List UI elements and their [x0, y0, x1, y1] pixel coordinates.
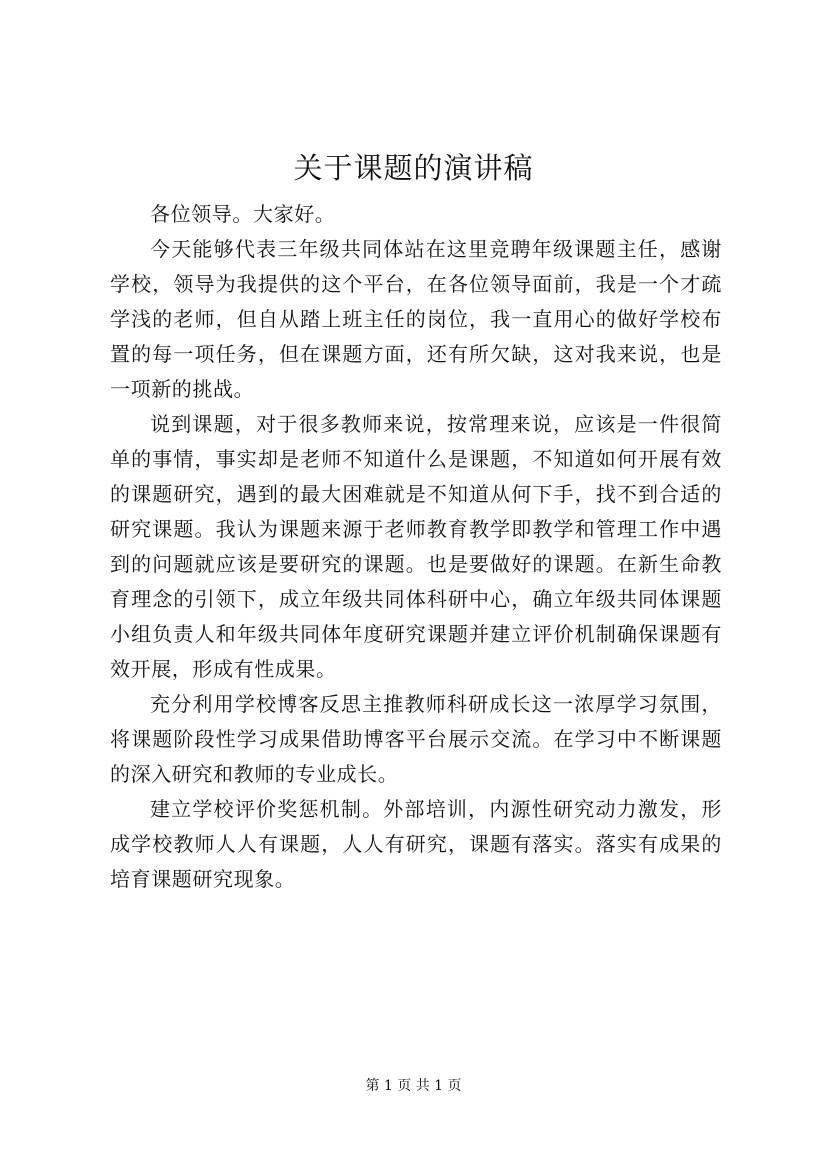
paragraph-intro: 今天能够代表三年级共同体站在这里竞聘年级课题主任，感谢学校，领导为我提供的这个平台，在各位领导面前，我是一个才疏学浅的老师，但自从踏上班主任的岗位，我一直用心的做好学校布置的每一项任务，但在课题方面，还有所欠缺，这对我来说，也是一项新的挑战。 — [110, 237, 722, 401]
document-body — [110, 197, 722, 897]
paragraph-greeting: 各位领导。大家好。 — [150, 202, 336, 226]
document-title: 关于课题的演讲稿 — [293, 151, 534, 185]
paragraph-research: 说到课题，对于很多教师来说，按常理来说，应该是一件很简单的事情，事实却是老师不知道什么是课题，不知道如何开展有效的课题研究，遇到的最大困难就是不知道从何下手，找不到合适的研究课题。我认为课题来源于老师教育教学即教学和管理工作中遇到的问题就应该是要研究的课题。也是要做好的课题。在新生命教育理念的引领下，成立年级共同体科研中心，确立年级共同体课题小组负责人和年级共同体年度研究课题并建立评价机制确保课题有效开展，形成有性成果。 — [110, 412, 722, 681]
paragraph-blog: 充分利用学校博客反思主推教师科研成长这一浓厚学习氛围，将课题阶段性学习成果借助博客平台展示交流。在学习中不断课题的深入研究和教师的专业成长。 — [110, 692, 722, 786]
paragraph-evaluation: 建立学校评价奖惩机制。外部培训，内源性研究动力激发，形成学校教师人人有课题，人人有研究，课题有落实。落实有成果的培育课题研究现象。 — [110, 797, 722, 891]
page-footer: 第 1 页 共 1 页 — [365, 1078, 462, 1094]
